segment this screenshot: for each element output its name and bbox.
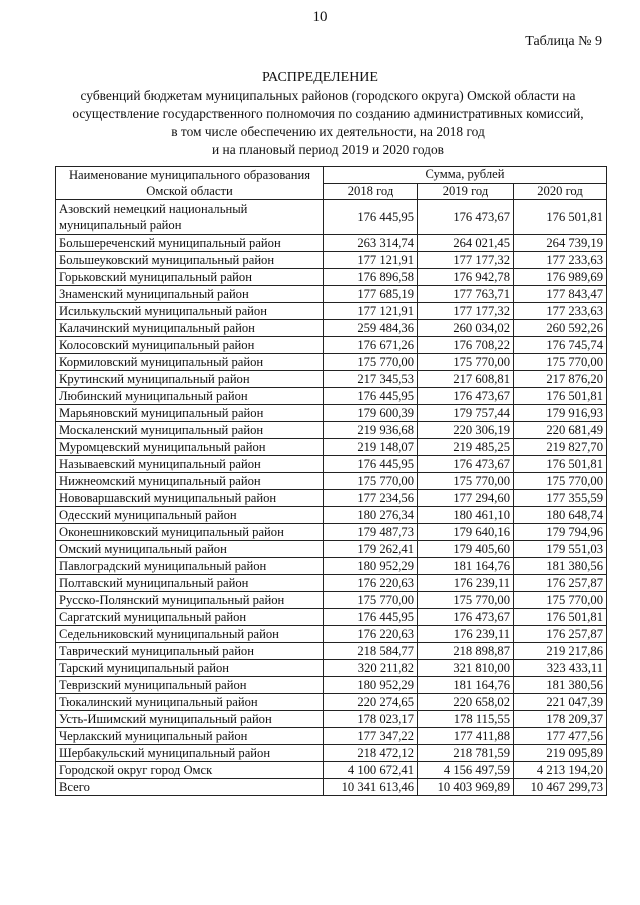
municipality-name-cell: Оконешниковский муниципальный район xyxy=(56,524,324,541)
value-2019-cell: 177 177,32 xyxy=(418,252,514,269)
value-2020-cell: 220 681,49 xyxy=(514,422,607,439)
value-2020-cell: 176 501,81 xyxy=(514,200,607,235)
table-row xyxy=(56,337,607,354)
table-row xyxy=(56,252,607,269)
value-2019-cell: 177 411,88 xyxy=(418,728,514,745)
header-municipality: Наименование муниципального образования Омской области xyxy=(56,167,324,200)
value-2018-cell: 176 220,63 xyxy=(324,575,418,592)
municipality-name-cell: Азовский немецкий национальный муниципальный район xyxy=(56,200,324,235)
table-row xyxy=(56,524,607,541)
value-2019-cell: 180 461,10 xyxy=(418,507,514,524)
value-2020-cell: 176 501,81 xyxy=(514,456,607,473)
value-2020-cell: 177 843,47 xyxy=(514,286,607,303)
value-2019-cell: 176 473,67 xyxy=(418,456,514,473)
value-2018-cell: 179 262,41 xyxy=(324,541,418,558)
table-row xyxy=(56,235,607,252)
value-2019-cell: 321 810,00 xyxy=(418,660,514,677)
table-row xyxy=(56,354,607,371)
table-row xyxy=(56,677,607,694)
value-2020-cell: 260 592,26 xyxy=(514,320,607,337)
table-body xyxy=(56,200,607,796)
value-2020-cell: 178 209,37 xyxy=(514,711,607,728)
value-2018-cell: 180 276,34 xyxy=(324,507,418,524)
value-2018-cell: 176 445,95 xyxy=(324,456,418,473)
header-year-2018: 2018 год xyxy=(324,183,418,200)
total-row xyxy=(56,779,607,796)
value-2019-cell: 219 485,25 xyxy=(418,439,514,456)
value-2019-cell: 176 473,67 xyxy=(418,200,514,235)
municipality-name-cell: Горьковский муниципальный район xyxy=(56,269,324,286)
table-row xyxy=(56,490,607,507)
value-2020-cell: 176 501,81 xyxy=(514,609,607,626)
municipality-name-cell: Павлоградский муниципальный район xyxy=(56,558,324,575)
value-2020-cell: 176 745,74 xyxy=(514,337,607,354)
value-2019-cell: 176 473,67 xyxy=(418,388,514,405)
value-2020-cell: 176 257,87 xyxy=(514,626,607,643)
value-2018-cell: 217 345,53 xyxy=(324,371,418,388)
value-2018-cell: 263 314,74 xyxy=(324,235,418,252)
municipality-name-cell: Нововаршавский муниципальный район xyxy=(56,490,324,507)
municipality-name-cell: Колосовский муниципальный район xyxy=(56,337,324,354)
value-2020-cell: 175 770,00 xyxy=(514,473,607,490)
table-row xyxy=(56,728,607,745)
value-2018-cell: 219 936,68 xyxy=(324,422,418,439)
value-2019-cell: 177 294,60 xyxy=(418,490,514,507)
table-row xyxy=(56,558,607,575)
value-2019-cell: 177 763,71 xyxy=(418,286,514,303)
value-2020-cell: 176 257,87 xyxy=(514,575,607,592)
value-2018-cell: 176 896,58 xyxy=(324,269,418,286)
header-year-2020: 2020 год xyxy=(514,183,607,200)
municipality-name-cell: Черлакский муниципальный район xyxy=(56,728,324,745)
value-2020-cell: 181 380,56 xyxy=(514,558,607,575)
municipality-name-cell: Большереченский муниципальный район xyxy=(56,235,324,252)
municipality-name-cell: Калачинский муниципальный район xyxy=(56,320,324,337)
value-2020-cell: 219 827,70 xyxy=(514,439,607,456)
table-row xyxy=(56,320,607,337)
value-2018-cell: 218 472,12 xyxy=(324,745,418,762)
value-2019-cell: 179 640,16 xyxy=(418,524,514,541)
value-2019-cell: 179 405,60 xyxy=(418,541,514,558)
municipality-name-cell: Полтавский муниципальный район xyxy=(56,575,324,592)
municipality-name-cell: Усть-Ишимский муниципальный район xyxy=(56,711,324,728)
header-year-2019: 2019 год xyxy=(418,183,514,200)
value-2018-cell: 176 445,95 xyxy=(324,609,418,626)
municipality-name-cell: Крутинский муниципальный район xyxy=(56,371,324,388)
value-2019-cell: 181 164,76 xyxy=(418,677,514,694)
table-row xyxy=(56,371,607,388)
municipality-name-cell: Городской округ город Омск xyxy=(56,762,324,779)
value-2020-cell: 217 876,20 xyxy=(514,371,607,388)
value-2020-cell: 177 477,56 xyxy=(514,728,607,745)
value-2019-cell: 176 708,22 xyxy=(418,337,514,354)
value-2018-cell: 175 770,00 xyxy=(324,592,418,609)
value-2018-cell: 220 274,65 xyxy=(324,694,418,711)
value-2020-cell: 180 648,74 xyxy=(514,507,607,524)
value-2018-cell: 177 121,91 xyxy=(324,252,418,269)
header-sum: Сумма, рублей xyxy=(324,167,607,184)
subtitle-line: осуществление государственного полномочия по созданию административных комиссий, xyxy=(72,106,584,121)
municipality-name-cell: Тевризский муниципальный район xyxy=(56,677,324,694)
value-2020-cell: 177 233,63 xyxy=(514,252,607,269)
value-2019-cell: 175 770,00 xyxy=(418,354,514,371)
value-2019-cell: 178 115,55 xyxy=(418,711,514,728)
municipality-name-cell: Называевский муниципальный район xyxy=(56,456,324,473)
value-2019-cell: 175 770,00 xyxy=(418,592,514,609)
value-2020-cell: 177 355,59 xyxy=(514,490,607,507)
value-2018-cell: 176 220,63 xyxy=(324,626,418,643)
value-2018-cell: 175 770,00 xyxy=(324,473,418,490)
municipality-name-cell: Нижнеомский муниципальный район xyxy=(56,473,324,490)
page-number: 10 xyxy=(312,9,328,25)
value-2020-cell: 177 233,63 xyxy=(514,303,607,320)
value-2018-cell: 179 487,73 xyxy=(324,524,418,541)
municipality-name-cell: Седельниковский муниципальный район xyxy=(56,626,324,643)
value-2018-cell: 177 685,19 xyxy=(324,286,418,303)
value-2020-cell: 264 739,19 xyxy=(514,235,607,252)
value-2018-cell: 175 770,00 xyxy=(324,354,418,371)
value-2020-cell: 219 217,86 xyxy=(514,643,607,660)
value-2019-cell: 218 781,59 xyxy=(418,745,514,762)
value-2020-cell: 176 989,69 xyxy=(514,269,607,286)
value-2020-cell: 221 047,39 xyxy=(514,694,607,711)
value-2018-cell: 180 952,29 xyxy=(324,677,418,694)
value-2020-cell: 179 794,96 xyxy=(514,524,607,541)
value-2018-cell: 10 341 613,46 xyxy=(324,779,418,796)
municipality-name-cell: Саргатский муниципальный район xyxy=(56,609,324,626)
table-row xyxy=(56,200,607,235)
value-2018-cell: 259 484,36 xyxy=(324,320,418,337)
table-row xyxy=(56,694,607,711)
distribution-table xyxy=(55,166,607,796)
table-row xyxy=(56,745,607,762)
table-row xyxy=(56,626,607,643)
municipality-name-cell: Знаменский муниципальный район xyxy=(56,286,324,303)
table-header xyxy=(56,167,607,200)
table-row xyxy=(56,473,607,490)
municipality-name-cell: Всего xyxy=(56,779,324,796)
table-row xyxy=(56,303,607,320)
value-2018-cell: 178 023,17 xyxy=(324,711,418,728)
value-2018-cell: 176 671,26 xyxy=(324,337,418,354)
subtitle-line: субвенций бюджетам муниципальных районов (городского округа) Омской области на xyxy=(80,88,576,103)
municipality-name-cell: Русско-Полянский муниципальный район xyxy=(56,592,324,609)
value-2018-cell: 180 952,29 xyxy=(324,558,418,575)
table-row xyxy=(56,660,607,677)
municipality-name-cell: Таврический муниципальный район xyxy=(56,643,324,660)
table-label: Таблица № 9 xyxy=(525,34,602,49)
value-2019-cell: 181 164,76 xyxy=(418,558,514,575)
value-2020-cell: 176 501,81 xyxy=(514,388,607,405)
table-row xyxy=(56,575,607,592)
municipality-name-cell: Муромцевский муниципальный район xyxy=(56,439,324,456)
municipality-name-cell: Кормиловский муниципальный район xyxy=(56,354,324,371)
value-2018-cell: 176 445,95 xyxy=(324,200,418,235)
municipality-name-cell: Москаленский муниципальный район xyxy=(56,422,324,439)
value-2020-cell: 175 770,00 xyxy=(514,592,607,609)
value-2019-cell: 176 473,67 xyxy=(418,609,514,626)
value-2019-cell: 264 021,45 xyxy=(418,235,514,252)
municipality-name-cell: Любинский муниципальный район xyxy=(56,388,324,405)
value-2020-cell: 10 467 299,73 xyxy=(514,779,607,796)
table-row xyxy=(56,711,607,728)
municipality-name-cell: Марьяновский муниципальный район xyxy=(56,405,324,422)
subtitle-line: в том числе обеспечению их деятельности, на 2018 год xyxy=(171,124,485,139)
table-row xyxy=(56,286,607,303)
table-row xyxy=(56,439,607,456)
value-2019-cell: 175 770,00 xyxy=(418,473,514,490)
table-row xyxy=(56,541,607,558)
municipality-name-cell: Исилькульский муниципальный район xyxy=(56,303,324,320)
value-2018-cell: 4 100 672,41 xyxy=(324,762,418,779)
municipality-name-cell: Большеуковский муниципальный район xyxy=(56,252,324,269)
value-2019-cell: 220 306,19 xyxy=(418,422,514,439)
value-2018-cell: 218 584,77 xyxy=(324,643,418,660)
value-2018-cell: 320 211,82 xyxy=(324,660,418,677)
table-row xyxy=(56,422,607,439)
table-row xyxy=(56,592,607,609)
municipality-name-cell: Тюкалинский муниципальный район xyxy=(56,694,324,711)
table-row xyxy=(56,643,607,660)
document-subtitle xyxy=(58,87,598,159)
document-title: РАСПРЕДЕЛЕНИЕ xyxy=(262,70,378,85)
value-2019-cell: 260 034,02 xyxy=(418,320,514,337)
subtitle-line: и на плановый период 2019 и 2020 годов xyxy=(212,142,444,157)
value-2019-cell: 10 403 969,89 xyxy=(418,779,514,796)
table-row xyxy=(56,269,607,286)
value-2020-cell: 219 095,89 xyxy=(514,745,607,762)
value-2019-cell: 217 608,81 xyxy=(418,371,514,388)
value-2018-cell: 176 445,95 xyxy=(324,388,418,405)
value-2018-cell: 177 234,56 xyxy=(324,490,418,507)
table-row xyxy=(56,388,607,405)
value-2019-cell: 176 942,78 xyxy=(418,269,514,286)
municipality-name-cell: Тарский муниципальный район xyxy=(56,660,324,677)
value-2019-cell: 220 658,02 xyxy=(418,694,514,711)
value-2018-cell: 177 121,91 xyxy=(324,303,418,320)
value-2019-cell: 4 156 497,59 xyxy=(418,762,514,779)
value-2018-cell: 177 347,22 xyxy=(324,728,418,745)
table-row xyxy=(56,507,607,524)
table-row xyxy=(56,762,607,779)
table-row xyxy=(56,405,607,422)
value-2019-cell: 176 239,11 xyxy=(418,575,514,592)
value-2019-cell: 176 239,11 xyxy=(418,626,514,643)
value-2019-cell: 179 757,44 xyxy=(418,405,514,422)
value-2020-cell: 179 551,03 xyxy=(514,541,607,558)
value-2020-cell: 323 433,11 xyxy=(514,660,607,677)
municipality-name-cell: Омский муниципальный район xyxy=(56,541,324,558)
value-2018-cell: 219 148,07 xyxy=(324,439,418,456)
table-row xyxy=(56,456,607,473)
value-2019-cell: 177 177,32 xyxy=(418,303,514,320)
table-row xyxy=(56,609,607,626)
value-2019-cell: 218 898,87 xyxy=(418,643,514,660)
municipality-name-cell: Одесский муниципальный район xyxy=(56,507,324,524)
value-2020-cell: 4 213 194,20 xyxy=(514,762,607,779)
value-2018-cell: 179 600,39 xyxy=(324,405,418,422)
value-2020-cell: 179 916,93 xyxy=(514,405,607,422)
municipality-name-cell: Шербакульский муниципальный район xyxy=(56,745,324,762)
value-2020-cell: 181 380,56 xyxy=(514,677,607,694)
value-2020-cell: 175 770,00 xyxy=(514,354,607,371)
